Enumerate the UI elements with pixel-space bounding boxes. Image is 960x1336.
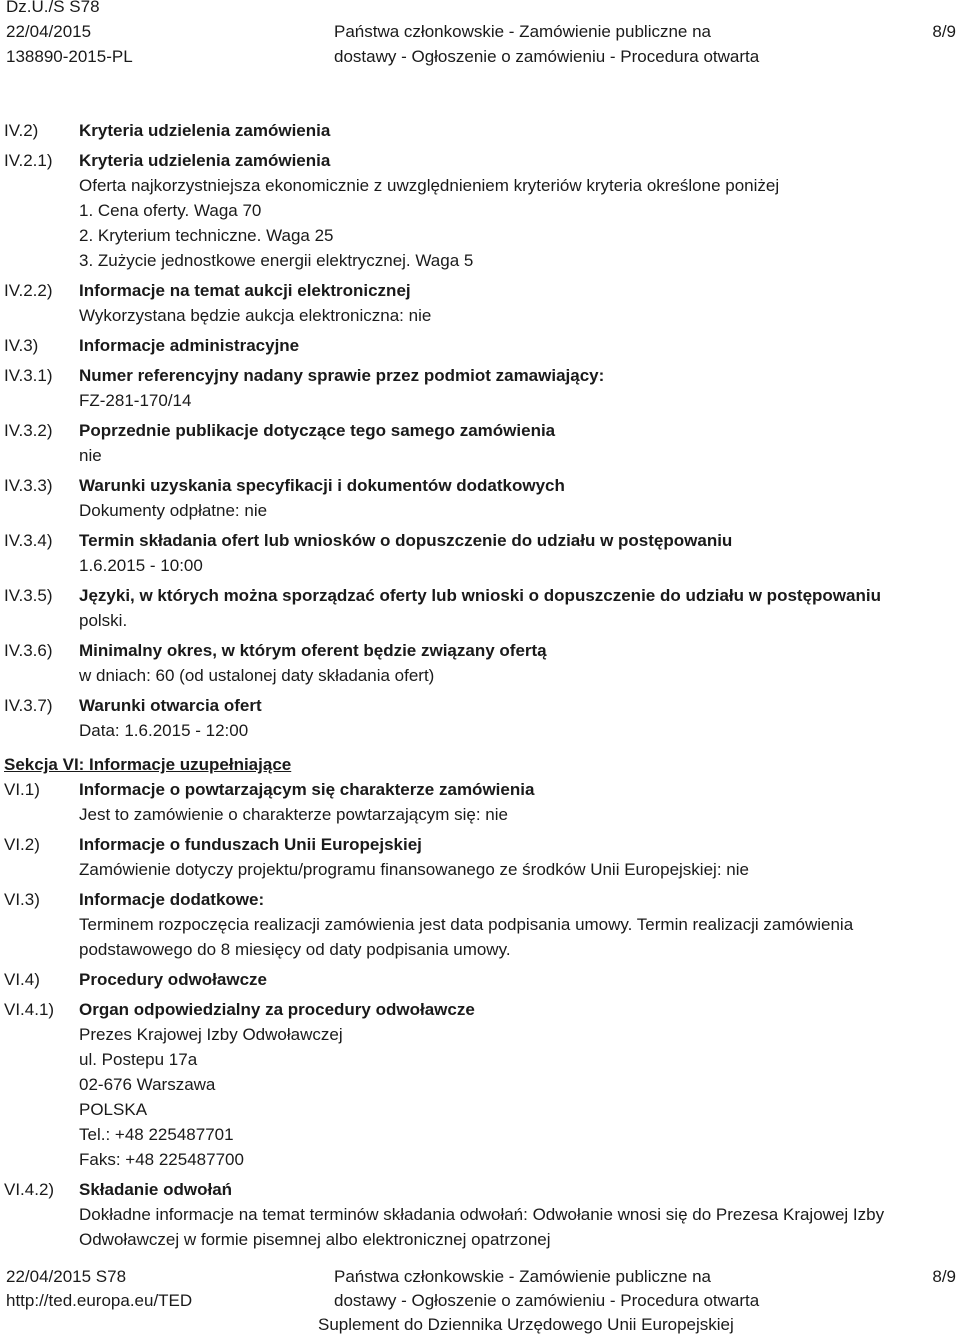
numbered-item — [0, 418, 960, 468]
item-body — [79, 363, 960, 413]
item-body — [79, 638, 960, 688]
item-body — [79, 693, 960, 743]
item-line: 1.6.2015 - 10:00 — [79, 556, 203, 575]
header-date: 22/04/2015 — [6, 22, 92, 41]
item-title: Informacje o powtarzającym się charakterze zamówienia — [79, 780, 535, 799]
header-title-line2: dostawy - Ogłoszenie o zamówieniu - Procedura otwarta — [334, 47, 760, 66]
notice-id: 138890-2015-PL — [6, 47, 133, 66]
item-body — [79, 418, 960, 468]
header-page-number: 8/9 — [932, 22, 956, 41]
item-title: Informacje na temat aukcji elektronicznej — [79, 281, 411, 300]
footer-url[interactable]: http://ted.europa.eu/TED — [6, 1291, 193, 1310]
item-line: 1. Cena oferty. Waga 70 — [79, 201, 262, 220]
item-title: Informacje dodatkowe: — [79, 890, 265, 909]
item-number: VI.1) — [4, 780, 40, 799]
item-number: VI.3) — [4, 890, 40, 909]
item-number: VI.4.2) — [4, 1180, 55, 1199]
item-line: Dokładne informacje na temat terminów składania odwołań: Odwołanie wnosi się do Prezesa Krajowej Izby Odwoławczej w formie pisemnej albo elektronicznej opatrzonej — [79, 1205, 885, 1249]
numbered-item — [0, 278, 960, 328]
numbered-item — [0, 1177, 960, 1252]
item-line: 3. Zużycie jednostkowe energii elektrycznej. Waga 5 — [79, 251, 474, 270]
item-line: Jest to zamówienie o charakterze powtarzającym się: nie — [79, 805, 508, 824]
header-title-line1: Państwa członkowskie - Zamówienie publiczne na — [334, 22, 712, 41]
item-line: Dokumenty odpłatne: nie — [79, 501, 268, 520]
item-line: w dniach: 60 (od ustalonej daty składania ofert) — [79, 666, 435, 685]
item-number: IV.2.2) — [4, 281, 53, 300]
item-title: Organ odpowiedzialny za procedury odwoławcze — [79, 1000, 475, 1019]
item-number: VI.4) — [4, 970, 40, 989]
item-number: IV.3.4) — [4, 531, 53, 550]
item-number: IV.3.7) — [4, 696, 53, 715]
item-number: IV.3.2) — [4, 421, 53, 440]
item-body — [79, 832, 960, 882]
numbered-item — [0, 967, 960, 992]
numbered-item — [0, 638, 960, 688]
footer-date-issue: 22/04/2015 S78 — [6, 1267, 127, 1286]
item-line: Wykorzystana będzie aukcja elektroniczna: nie — [79, 306, 432, 325]
item-body — [79, 278, 960, 328]
item-number: IV.2) — [4, 121, 39, 140]
item-body — [79, 528, 960, 578]
page-header — [0, 0, 960, 68]
item-spacer — [0, 743, 960, 748]
page-footer — [0, 1266, 960, 1334]
item-title: Numer referencyjny nadany sprawie przez podmiot zamawiający: — [79, 366, 605, 385]
numbered-item — [0, 693, 960, 743]
numbered-item — [0, 118, 960, 143]
item-line: ul. Postepu 17a — [79, 1050, 198, 1069]
item-body — [79, 333, 960, 358]
item-line: Zamówienie dotyczy projektu/programu finansowanego ze środków Unii Europejskiej: nie — [79, 860, 749, 879]
numbered-item — [0, 887, 960, 962]
document-body — [0, 118, 960, 1257]
item-body — [79, 887, 960, 962]
item-number: IV.2.1) — [4, 151, 53, 170]
footer-title-line3: Suplement do Dziennika Urzędowego Unii Europejskiej — [318, 1315, 734, 1334]
section-vi-items — [0, 777, 960, 1257]
item-title: Języki, w których można sporządzać oferty lub wnioski o dopuszczenie do udziału w postępowaniu — [79, 586, 881, 605]
item-line: Oferta najkorzystniejsza ekonomicznie z uwzględnieniem kryteriów kryteria określone poniżej — [79, 176, 780, 195]
item-number: IV.3.6) — [4, 641, 53, 660]
item-line: Prezes Krajowej Izby Odwoławczej — [79, 1025, 343, 1044]
item-body — [79, 777, 960, 827]
numbered-item — [0, 363, 960, 413]
item-line: Tel.: +48 225487701 — [79, 1125, 234, 1144]
footer-title-line2: dostawy - Ogłoszenie o zamówieniu - Procedura otwarta — [334, 1291, 760, 1310]
item-line: Terminem rozpoczęcia realizacji zamówienia jest data podpisania umowy. Termin realizacji zamówienia podstawowego do 8 miesięcy od daty podpisania umowy. — [79, 915, 854, 959]
journal-ref: Dz.U./S S78 — [6, 0, 100, 16]
item-title: Składanie odwołań — [79, 1180, 233, 1199]
item-line: Faks: +48 225487700 — [79, 1150, 244, 1169]
item-title: Informacje administracyjne — [79, 336, 300, 355]
numbered-item — [0, 528, 960, 578]
item-title: Warunki uzyskania specyfikacji i dokumentów dodatkowych — [79, 476, 565, 495]
item-title: Kryteria udzielenia zamówienia — [79, 121, 331, 140]
item-number: IV.3.3) — [4, 476, 53, 495]
item-title: Minimalny okres, w którym oferent będzie związany ofertą — [79, 641, 547, 660]
numbered-item — [0, 148, 960, 273]
item-number: VI.2) — [4, 835, 40, 854]
item-line: polski. — [79, 611, 128, 630]
numbered-item — [0, 832, 960, 882]
section-vi-heading: Sekcja VI: Informacje uzupełniające — [4, 755, 292, 774]
numbered-item — [0, 777, 960, 827]
numbered-item — [0, 473, 960, 523]
item-title: Poprzednie publikacje dotyczące tego samego zamówienia — [79, 421, 556, 440]
section-iv-items — [0, 118, 960, 748]
item-line: 02-676 Warszawa — [79, 1075, 216, 1094]
footer-title-line1: Państwa członkowskie - Zamówienie publiczne na — [334, 1267, 712, 1286]
item-body — [79, 583, 960, 633]
item-number: IV.3.1) — [4, 366, 53, 385]
item-number: VI.4.1) — [4, 1000, 55, 1019]
numbered-item — [0, 333, 960, 358]
numbered-item — [0, 583, 960, 633]
item-number: IV.3.5) — [4, 586, 53, 605]
item-title: Informacje o funduszach Unii Europejskiej — [79, 835, 422, 854]
item-body — [79, 473, 960, 523]
item-line: nie — [79, 446, 102, 465]
item-body — [79, 148, 960, 273]
item-body — [79, 1177, 960, 1252]
item-body — [79, 967, 960, 992]
item-line: POLSKA — [79, 1100, 148, 1119]
numbered-item — [0, 997, 960, 1172]
item-title: Procedury odwoławcze — [79, 970, 267, 989]
item-line: FZ-281-170/14 — [79, 391, 192, 410]
item-body — [79, 118, 960, 143]
item-body — [79, 997, 960, 1172]
item-line: Data: 1.6.2015 - 12:00 — [79, 721, 249, 740]
item-number: IV.3) — [4, 336, 39, 355]
footer-page-number: 8/9 — [932, 1267, 956, 1286]
item-line: 2. Kryterium techniczne. Waga 25 — [79, 226, 334, 245]
item-spacer — [0, 1252, 960, 1257]
item-title: Kryteria udzielenia zamówienia — [79, 151, 331, 170]
item-title: Termin składania ofert lub wniosków o dopuszczenie do udziału w postępowaniu — [79, 531, 733, 550]
item-title: Warunki otwarcia ofert — [79, 696, 262, 715]
